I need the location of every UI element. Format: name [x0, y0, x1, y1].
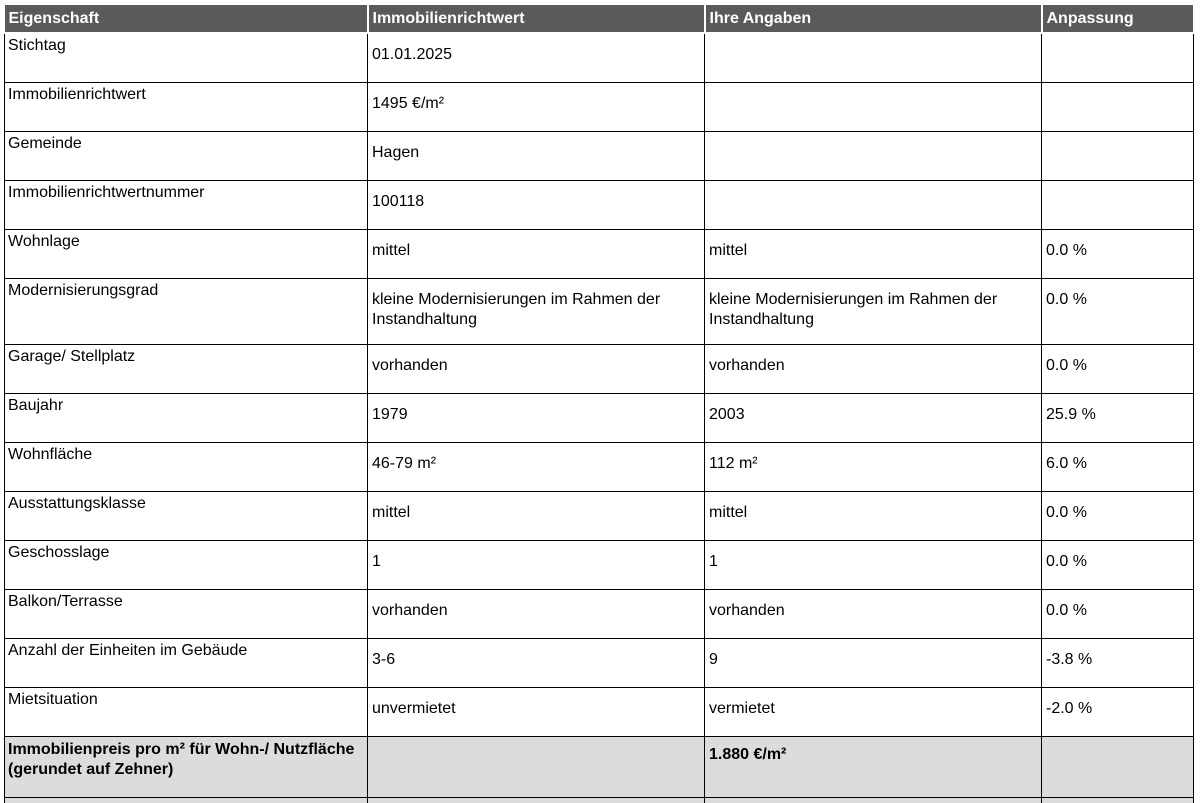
cell-reference: 01.01.2025 [368, 33, 705, 83]
cell-adjustment: 0.0 % [1042, 345, 1194, 394]
result-price: 1.880 €/m² [705, 737, 1042, 798]
cell-property: Wohnlage [5, 230, 368, 279]
header-reference: Immobilienrichtwert [368, 5, 705, 33]
stub-cell [368, 798, 705, 803]
result-reference [368, 737, 705, 798]
table-row [5, 345, 1194, 394]
cell-yours [705, 132, 1042, 181]
cell-yours: vorhanden [705, 345, 1042, 394]
cell-reference: 46-79 m² [368, 443, 705, 492]
cell-property: Geschosslage [5, 541, 368, 590]
table-row [5, 230, 1194, 279]
stub-cell [705, 798, 1042, 803]
cell-adjustment: 0.0 % [1042, 492, 1194, 541]
cell-property: Baujahr [5, 394, 368, 443]
table-row [5, 83, 1194, 132]
table-row [5, 181, 1194, 230]
cell-yours: 112 m² [705, 443, 1042, 492]
cell-yours [705, 181, 1042, 230]
cell-adjustment: -3.8 % [1042, 639, 1194, 688]
cell-adjustment [1042, 181, 1194, 230]
cell-property: Garage/ Stellplatz [5, 345, 368, 394]
cell-reference: 100118 [368, 181, 705, 230]
cell-yours: 2003 [705, 394, 1042, 443]
cell-reference: 1979 [368, 394, 705, 443]
table-row [5, 132, 1194, 181]
cell-yours: 1 [705, 541, 1042, 590]
cell-reference: vorhanden [368, 590, 705, 639]
cell-property: Modernisierungsgrad [5, 279, 368, 345]
cell-property: Wohnfläche [5, 443, 368, 492]
cell-adjustment: 6.0 % [1042, 443, 1194, 492]
cell-reference: Hagen [368, 132, 705, 181]
table-row-partial [5, 798, 1194, 803]
cell-property: Ausstattungsklasse [5, 492, 368, 541]
cell-property: Gemeinde [5, 132, 368, 181]
table-row [5, 33, 1194, 83]
cell-reference: 3-6 [368, 639, 705, 688]
stub-cell [1042, 798, 1194, 803]
cell-reference: mittel [368, 492, 705, 541]
header-row [5, 5, 1194, 33]
table-row [5, 492, 1194, 541]
table-row [5, 639, 1194, 688]
cell-yours: mittel [705, 230, 1042, 279]
cell-yours [705, 33, 1042, 83]
cell-property: Mietsituation [5, 688, 368, 737]
result-label: Immobilienpreis pro m² für Wohn-/ Nutzfläche (gerundet auf Zehner) [5, 737, 368, 798]
header-adjustment: Anpassung [1042, 5, 1194, 33]
cell-reference: mittel [368, 230, 705, 279]
table-row [5, 443, 1194, 492]
cell-property: Immobilienrichtwertnummer [5, 181, 368, 230]
cell-yours: 9 [705, 639, 1042, 688]
result-adjustment [1042, 737, 1194, 798]
stub-cell [5, 798, 368, 803]
cell-reference: unvermietet [368, 688, 705, 737]
table-row [5, 279, 1194, 345]
cell-property: Stichtag [5, 33, 368, 83]
result-row [5, 737, 1194, 798]
cell-reference: 1 [368, 541, 705, 590]
table-row [5, 541, 1194, 590]
cell-yours: vermietet [705, 688, 1042, 737]
cell-property: Anzahl der Einheiten im Gebäude [5, 639, 368, 688]
cell-reference: kleine Modernisierungen im Rahmen der Instandhaltung [368, 279, 705, 345]
cell-reference: vorhanden [368, 345, 705, 394]
cell-yours: kleine Modernisierungen im Rahmen der Instandhaltung [705, 279, 1042, 345]
cell-reference: 1495 €/m² [368, 83, 705, 132]
cell-yours [705, 83, 1042, 132]
cell-adjustment [1042, 132, 1194, 181]
cell-adjustment: 25.9 % [1042, 394, 1194, 443]
cell-adjustment: 0.0 % [1042, 541, 1194, 590]
cell-adjustment [1042, 33, 1194, 83]
table-row [5, 394, 1194, 443]
cell-adjustment: -2.0 % [1042, 688, 1194, 737]
cell-yours: vorhanden [705, 590, 1042, 639]
cell-adjustment: 0.0 % [1042, 230, 1194, 279]
header-yours: Ihre Angaben [705, 5, 1042, 33]
cell-yours: mittel [705, 492, 1042, 541]
cell-adjustment: 0.0 % [1042, 590, 1194, 639]
cell-property: Immobilienrichtwert [5, 83, 368, 132]
cell-property: Balkon/Terrasse [5, 590, 368, 639]
cell-adjustment: 0.0 % [1042, 279, 1194, 345]
valuation-table [4, 5, 1195, 803]
header-property: Eigenschaft [5, 5, 368, 33]
table-row [5, 688, 1194, 737]
cell-adjustment [1042, 83, 1194, 132]
table-row [5, 590, 1194, 639]
